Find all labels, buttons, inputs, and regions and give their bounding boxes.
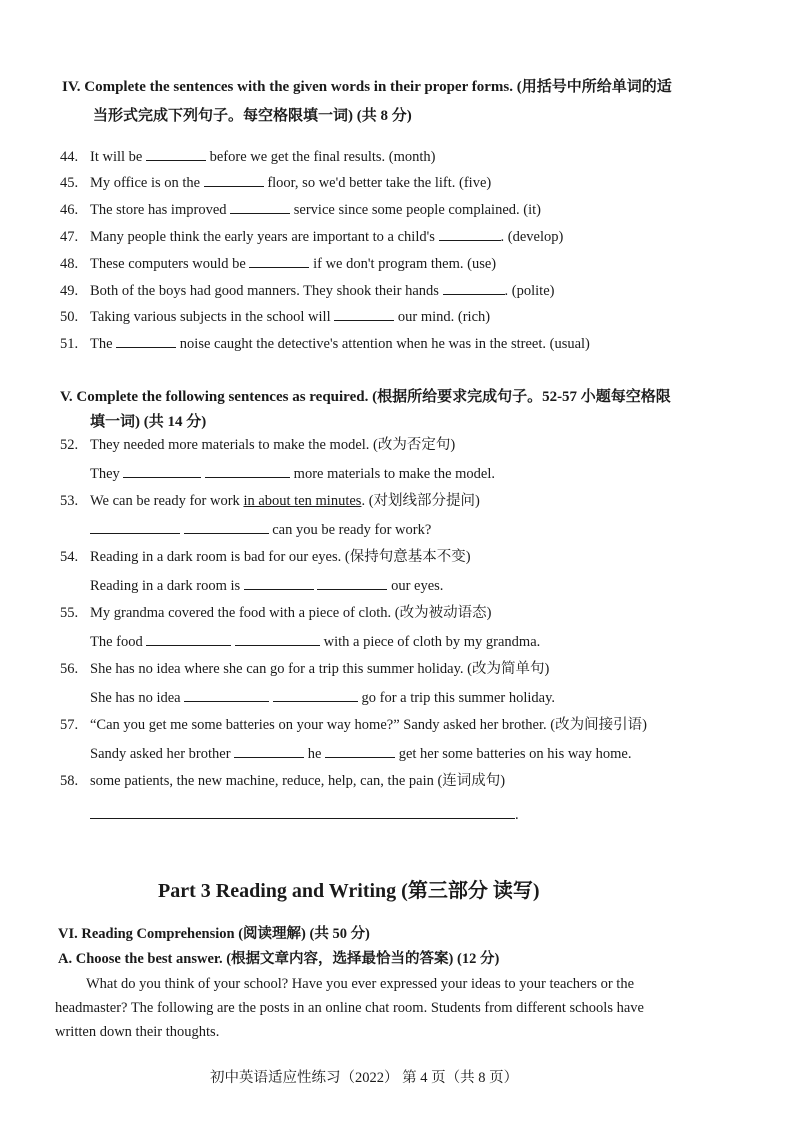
question-51 bbox=[60, 333, 590, 354]
question-50 bbox=[60, 306, 490, 327]
question-text-post: noise caught the detective's attention when he was in the street. (usual) bbox=[179, 336, 590, 352]
question-text-pre: Both of the boys had good manners. They shook their hands bbox=[90, 283, 439, 299]
answer-line-53 bbox=[90, 519, 431, 540]
passage-line-1: What do you think of your school? Have you ever expressed your ideas to your teachers or the bbox=[86, 976, 635, 992]
question-number: 45. bbox=[60, 175, 79, 191]
passage-line-3: written down their thoughts. bbox=[55, 1024, 220, 1040]
question-number: 58. bbox=[60, 773, 79, 789]
answer-pre: She has no idea bbox=[90, 690, 181, 706]
answer-end: . bbox=[515, 807, 519, 823]
underlined-phrase: in about ten minutes bbox=[243, 493, 362, 509]
question-number: 51. bbox=[60, 336, 79, 352]
question-47 bbox=[60, 226, 563, 247]
answer-post: with a piece of cloth by my grandma. bbox=[323, 634, 541, 650]
answer-blank[interactable] bbox=[90, 519, 180, 534]
section-6-subheading-a: A. Choose the best answer. (根据文章内容，选择最恰当的答案) (12 分) bbox=[58, 951, 500, 967]
question-text-pre: It will be bbox=[90, 149, 143, 165]
answer-mid: he bbox=[307, 746, 322, 762]
question-text: some patients, the new machine, reduce, help, can, the pain (连词成句) bbox=[90, 773, 506, 789]
answer-blank[interactable] bbox=[146, 631, 231, 646]
question-text: My grandma covered the food with a piece of cloth. (改为被动语态) bbox=[90, 605, 492, 621]
answer-blank[interactable] bbox=[244, 575, 314, 590]
question-number: 46. bbox=[60, 202, 79, 218]
question-49 bbox=[60, 280, 554, 301]
answer-post: our eyes. bbox=[391, 578, 444, 594]
passage-line-2: headmaster? The following are the posts in an online chat room. Students from different schools have bbox=[55, 1000, 644, 1016]
question-number: 47. bbox=[60, 229, 79, 245]
section-5-heading-line1: V. Complete the following sentences as required. (根据所给要求完成句子。52-57 小题每空格限 bbox=[60, 389, 671, 405]
answer-post: more materials to make the model. bbox=[293, 466, 495, 482]
question-text: They needed more materials to make the model. (改为否定句) bbox=[90, 437, 456, 453]
question-text-post: our mind. (rich) bbox=[397, 309, 491, 325]
section-6-heading: VI. Reading Comprehension (阅读理解) (共 50 分) bbox=[58, 926, 370, 942]
answer-post: get her some batteries on his way home. bbox=[398, 746, 632, 762]
question-text-post: . (develop) bbox=[500, 229, 564, 245]
part-3-title: Part 3 Reading and Writing (第三部分 读写) bbox=[158, 880, 540, 902]
answer-line-55 bbox=[90, 631, 540, 652]
answer-blank[interactable] bbox=[184, 687, 269, 702]
answer-line-52 bbox=[90, 463, 495, 484]
question-56 bbox=[60, 659, 549, 679]
answer-blank[interactable] bbox=[123, 463, 201, 478]
question-text: “Can you get me some batteries on your way home?” Sandy asked her brother. (改为间接引语) bbox=[90, 717, 647, 733]
question-number: 48. bbox=[60, 256, 79, 272]
question-number: 54. bbox=[60, 549, 79, 565]
question-number: 44. bbox=[60, 149, 79, 165]
section-4-heading-line1: IV. Complete the sentences with the given words in their proper forms. (用括号中所给单词的适 bbox=[62, 79, 672, 95]
answer-line-54 bbox=[90, 575, 443, 596]
section-4-heading-line2: 当形式完成下列句子。每空格限填一词) (共 8 分) bbox=[93, 108, 412, 124]
answer-post: can you be ready for work? bbox=[272, 522, 432, 538]
answer-blank[interactable] bbox=[439, 226, 501, 241]
answer-blank[interactable] bbox=[325, 743, 395, 758]
question-number: 57. bbox=[60, 717, 79, 733]
answer-pre: Sandy asked her brother bbox=[90, 746, 231, 762]
question-53 bbox=[60, 491, 480, 511]
answer-post: go for a trip this summer holiday. bbox=[361, 690, 556, 706]
question-text-post: service since some people complained. (it) bbox=[293, 202, 541, 218]
question-45 bbox=[60, 172, 491, 193]
question-text-pre: Taking various subjects in the school will bbox=[90, 309, 331, 325]
question-text-pre: My office is on the bbox=[90, 175, 201, 191]
answer-blank[interactable] bbox=[443, 280, 505, 295]
question-44 bbox=[60, 146, 436, 167]
answer-blank[interactable] bbox=[230, 199, 290, 214]
question-55 bbox=[60, 603, 491, 623]
answer-blank[interactable] bbox=[204, 172, 264, 187]
section-5-heading-line2: 填一词) (共 14 分) bbox=[90, 414, 207, 430]
answer-line-58 bbox=[90, 804, 519, 825]
question-number: 50. bbox=[60, 309, 79, 325]
answer-blank[interactable] bbox=[234, 743, 304, 758]
question-52 bbox=[60, 435, 455, 455]
answer-blank[interactable] bbox=[235, 631, 320, 646]
answer-blank[interactable] bbox=[273, 687, 358, 702]
question-text-post: . (对划线部分提问) bbox=[361, 493, 480, 509]
answer-blank[interactable] bbox=[317, 575, 387, 590]
answer-line-57 bbox=[90, 743, 631, 764]
answer-line-56 bbox=[90, 687, 555, 708]
answer-blank[interactable] bbox=[205, 463, 290, 478]
question-48 bbox=[60, 253, 496, 274]
answer-blank[interactable] bbox=[184, 519, 269, 534]
question-58 bbox=[60, 771, 505, 791]
question-text-pre: These computers would be bbox=[90, 256, 246, 272]
question-number: 56. bbox=[60, 661, 79, 677]
question-text: She has no idea where she can go for a trip this summer holiday. (改为简单句) bbox=[90, 661, 550, 677]
question-57 bbox=[60, 715, 647, 735]
answer-pre: They bbox=[90, 466, 120, 482]
question-text-pre: The store has improved bbox=[90, 202, 227, 218]
question-number: 52. bbox=[60, 437, 79, 453]
answer-blank[interactable] bbox=[334, 306, 394, 321]
question-text: Reading in a dark room is bad for our eyes. (保持句意基本不变) bbox=[90, 549, 471, 565]
question-text-post: . (polite) bbox=[504, 283, 555, 299]
question-text-post: if we don't program them. (use) bbox=[313, 256, 497, 272]
question-54 bbox=[60, 547, 471, 567]
question-text-pre: Many people think the early years are important to a child's bbox=[90, 229, 435, 245]
answer-pre: Reading in a dark room is bbox=[90, 578, 241, 594]
answer-blank[interactable] bbox=[90, 804, 515, 819]
question-text-post: floor, so we'd better take the lift. (five) bbox=[267, 175, 492, 191]
answer-blank[interactable] bbox=[116, 333, 176, 348]
question-number: 49. bbox=[60, 283, 79, 299]
page-footer: 初中英语适应性练习（2022） 第 4 页（共 8 页） bbox=[210, 1070, 519, 1086]
answer-blank[interactable] bbox=[249, 253, 309, 268]
question-text-pre: We can be ready for work bbox=[90, 493, 244, 509]
question-46 bbox=[60, 199, 541, 220]
question-number: 53. bbox=[60, 493, 79, 509]
question-text-pre: The bbox=[90, 336, 113, 352]
question-text-post: before we get the final results. (month) bbox=[209, 149, 436, 165]
question-number: 55. bbox=[60, 605, 79, 621]
answer-pre: The food bbox=[90, 634, 143, 650]
answer-blank[interactable] bbox=[146, 146, 206, 161]
